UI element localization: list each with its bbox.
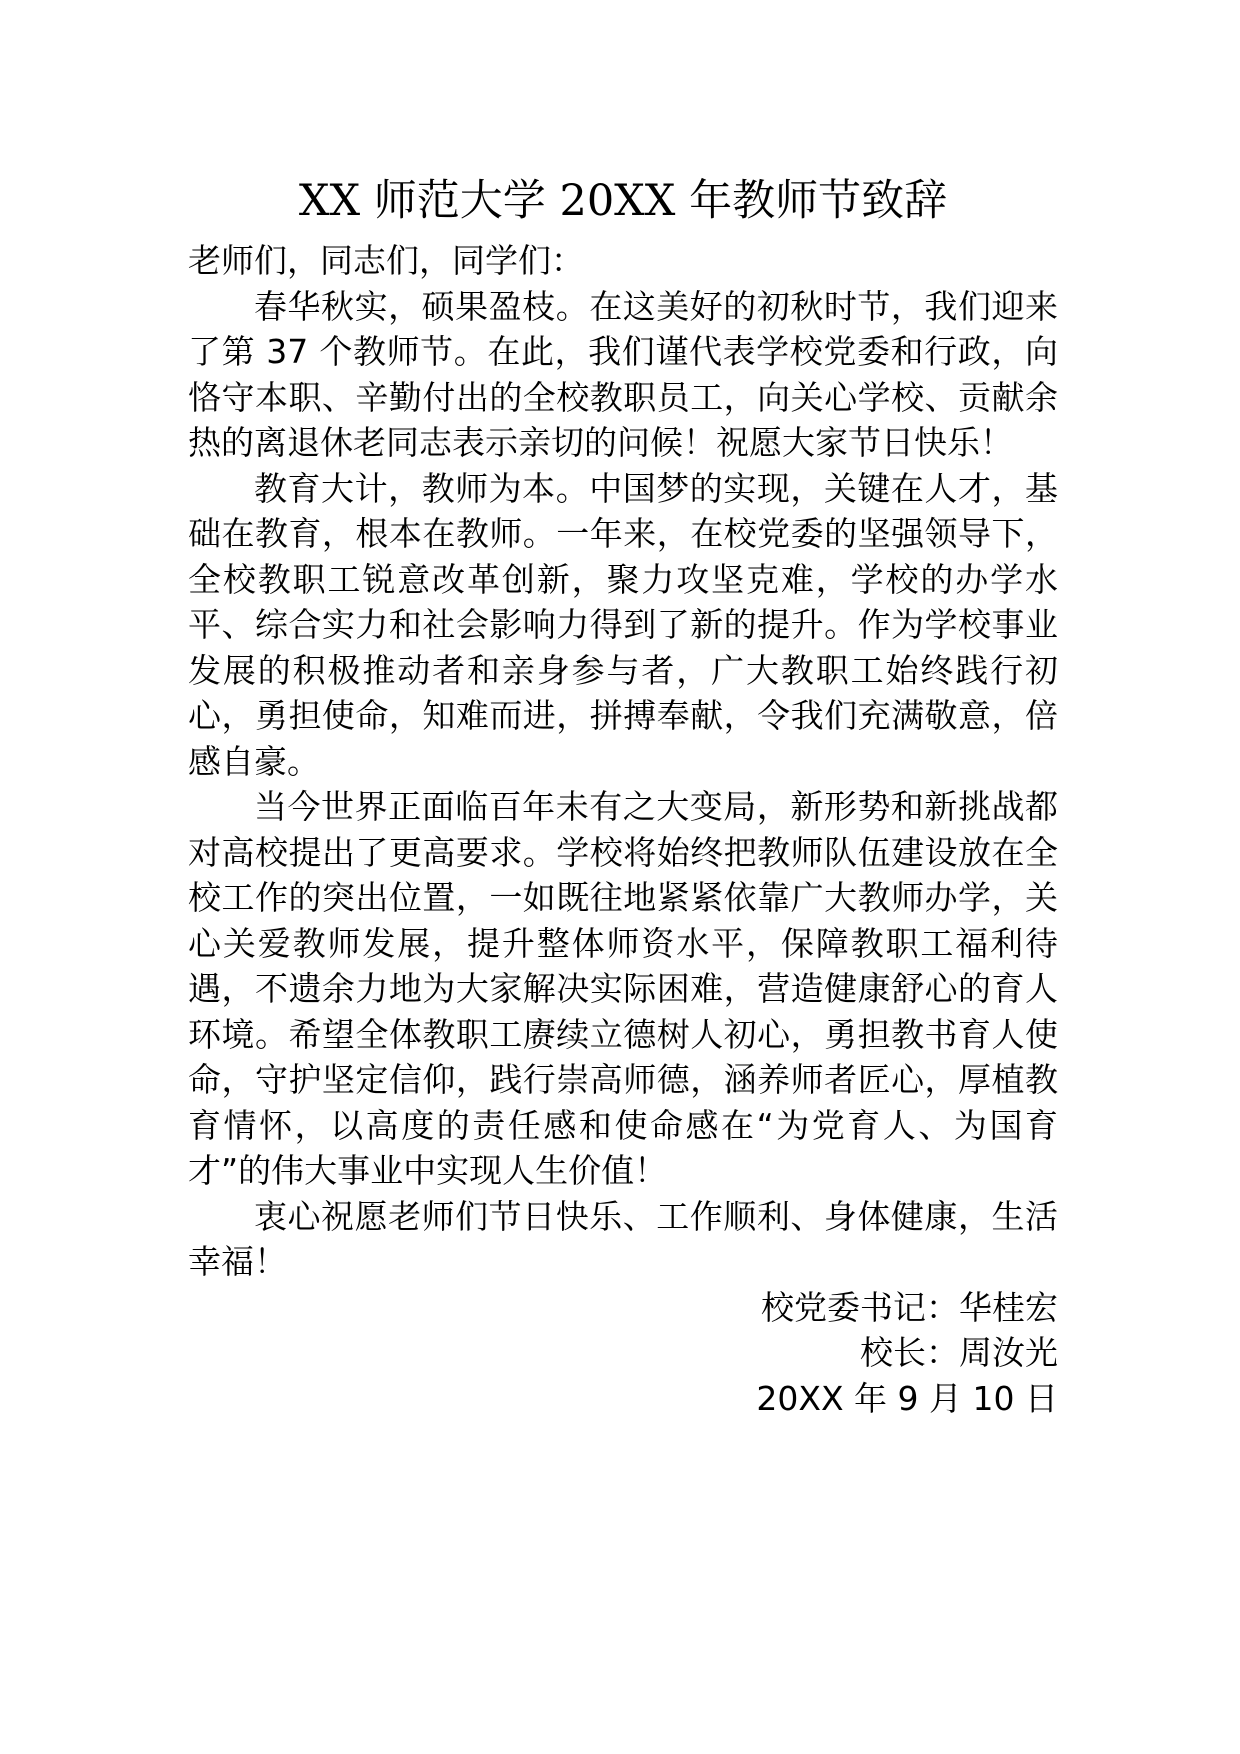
signature-party-secretary: 校党委书记：华桂宏 [761, 1287, 1058, 1327]
paragraph: 衷心祝愿老师们节日快乐、工作顺利、身体健康，生活幸福！ [188, 1196, 1058, 1281]
document-title: XX 师范大学 20XX 年教师节致辞 [298, 176, 948, 226]
paragraph: 教育大计，教师为本。中国梦的实现，关键在人才，基础在教育，根本在教师。一年来，在校党委的坚强领导下，全校教职工锐意改革创新，聚力攻坚克难，学校的办学水平、综合实力和社会影响力得到了新的提升。作为学校事业发展的积极推动者和亲身参与者，广大教职工始终践行初心，勇担使命，知难而进，拼搏奉献，令我们充满敬意，倍感自豪。 [188, 468, 1058, 781]
document-body [188, 238, 1058, 1421]
salutation: 老师们，同志们，同学们： [188, 241, 584, 280]
paragraph: 当今世界正面临百年未有之大变局，新形势和新挑战都对高校提出了更高要求。学校将始终把教师队伍建设放在全校工作的突出位置，一如既往地紧紧依靠广大教师办学，关心关爱教师发展，提升整体师资水平，保障教职工福利待遇，不遗余力地为大家解决实际困难，营造健康舒心的育人环境。希望全体教职工赓续立德树人初心，勇担教书育人使命，守护坚定信仰，践行崇高师德，涵养师者匠心，厚植教育情怀，以高度的责任感和使命感在“为党育人、为国育才”的伟大事业中实现人生价值！ [188, 787, 1058, 1190]
signature-date: 20XX 年 9 月 10 日 [756, 1378, 1058, 1418]
document-page [188, 170, 1058, 1421]
paragraph: 春华秋实，硕果盈枝。在这美好的初秋时节，我们迎来了第 37 个教师节。在此，我们谨代表学校党委和行政，向恪守本职、辛勤付出的全校教职员工，向关心学校、贡献余热的离退休老同志表示亲切的问候！祝愿大家节日快乐！ [188, 286, 1058, 462]
signature-president: 校长：周汝光 [860, 1333, 1058, 1372]
